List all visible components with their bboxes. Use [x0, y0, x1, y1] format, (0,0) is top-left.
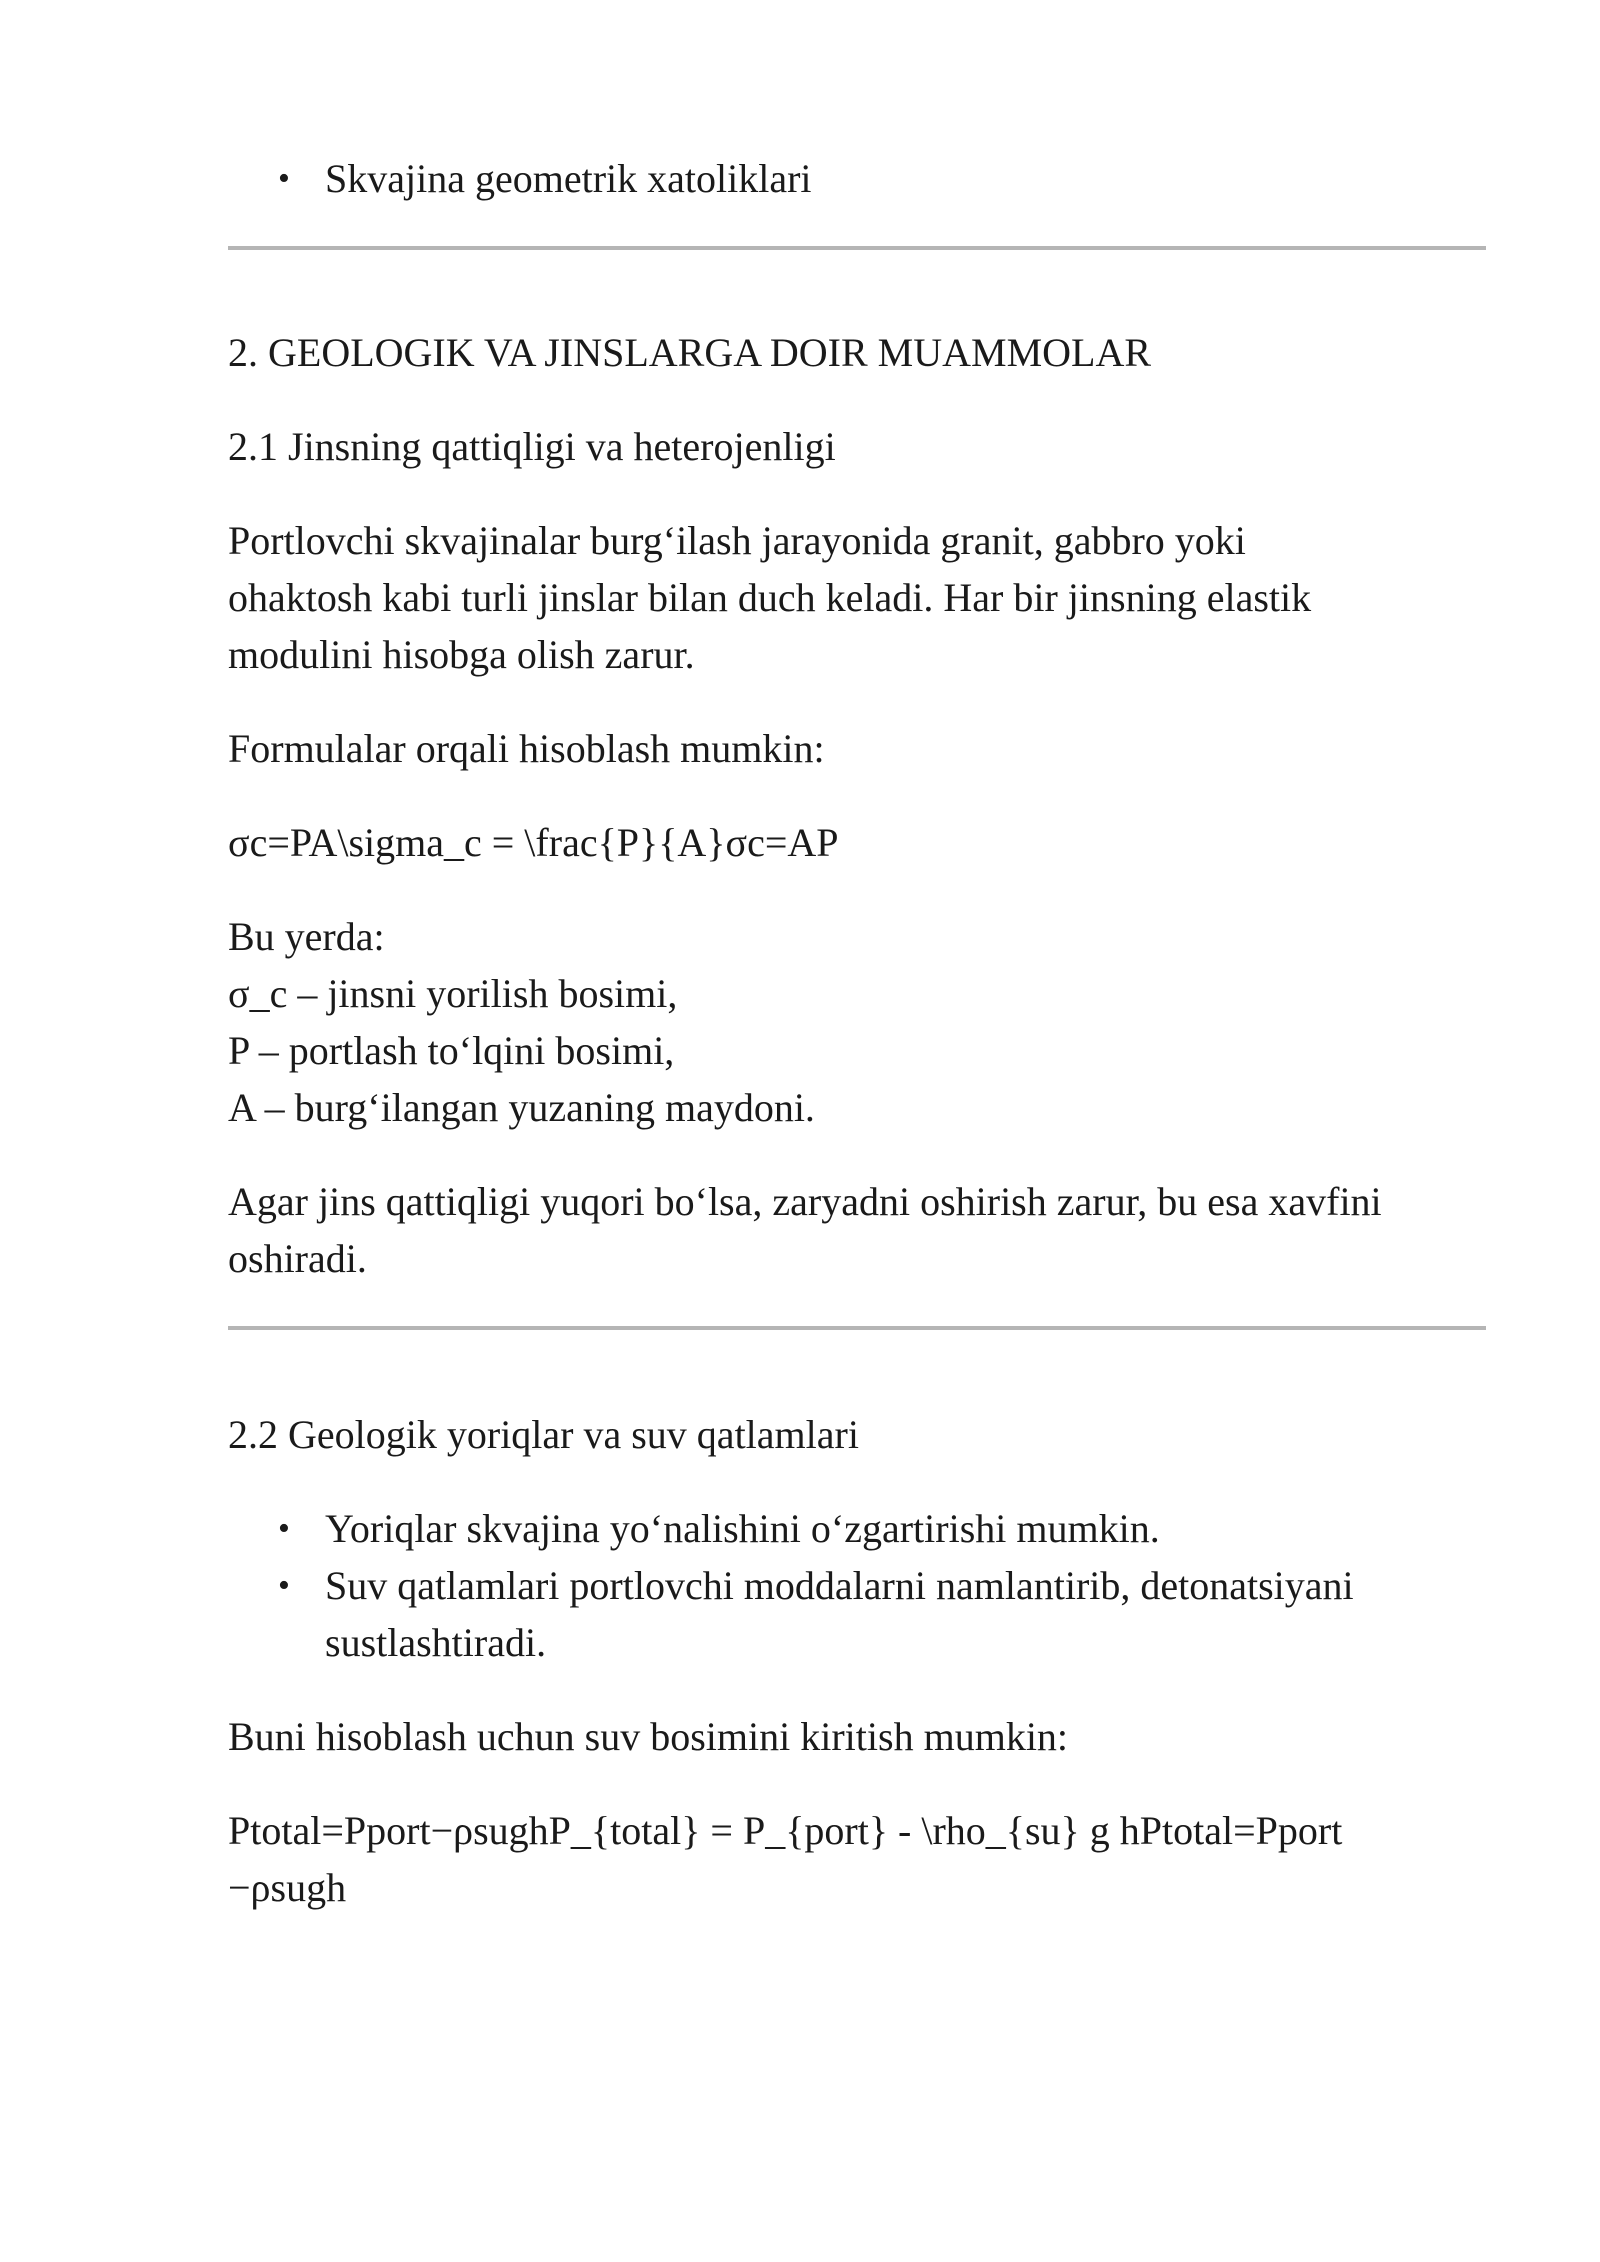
formula-text: −ρsugh [228, 1865, 347, 1910]
bullet-marker: • [278, 1510, 290, 1547]
horizontal-divider [228, 246, 1486, 250]
subsection-heading: 2.2 Geologik yoriqlar va suv qatlamlari [228, 1412, 859, 1457]
paragraph-line: ohaktosh kabi turli jinslar bilan duch keladi. Har bir jinsning elastik [228, 575, 1312, 620]
formula-intro: Formulalar orqali hisoblash mumkin: [228, 726, 825, 771]
paragraph-line: Agar jins qattiqligi yuqori bo‘lsa, zaryadni oshirish zarur, bu esa xavfini [228, 1179, 1382, 1224]
list-item-continuation: sustlashtiradi. [325, 1620, 547, 1665]
section-heading: 2. GEOLOGIK VA JINSLARGA DOIR MUAMMOLAR [228, 330, 1152, 375]
list-item: Yoriqlar skvajina yo‘nalishini o‘zgartirishi mumkin. [325, 1506, 1160, 1551]
definition-line: P – portlash to‘lqini bosimi, [228, 1028, 675, 1073]
paragraph-line: Portlovchi skvajinalar burg‘ilash jarayonida granit, gabbro yoki [228, 518, 1246, 563]
subsection-heading: 2.1 Jinsning qattiqligi va heterojenligi [228, 424, 836, 469]
paragraph-line: modulini hisobga olish zarur. [228, 632, 695, 677]
list-item: Skvajina geometrik xatoliklari [325, 156, 812, 201]
bullet-marker: • [278, 1567, 290, 1604]
formula-intro: Buni hisoblash uchun suv bosimini kiritish mumkin: [228, 1714, 1069, 1759]
formula-text: Ptotal=Pport−ρsughP_{total} = P_{port} - \rho_{su} g hPtotal=Pport [228, 1808, 1343, 1853]
list-item: Suv qatlamlari portlovchi moddalarni namlantirib, detonatsiyani [325, 1563, 1354, 1608]
definition-line: Bu yerda: [228, 914, 385, 959]
bullet-marker: • [278, 160, 290, 197]
formula-text: σc=PA\sigma_c = \frac{P}{A}σc=AP [228, 820, 839, 865]
horizontal-divider [228, 1326, 1486, 1330]
definition-line: A – burg‘ilangan yuzaning maydoni. [228, 1085, 815, 1130]
paragraph-line: oshiradi. [228, 1236, 367, 1281]
definition-line: σ_c – jinsni yorilish bosimi, [228, 971, 678, 1016]
